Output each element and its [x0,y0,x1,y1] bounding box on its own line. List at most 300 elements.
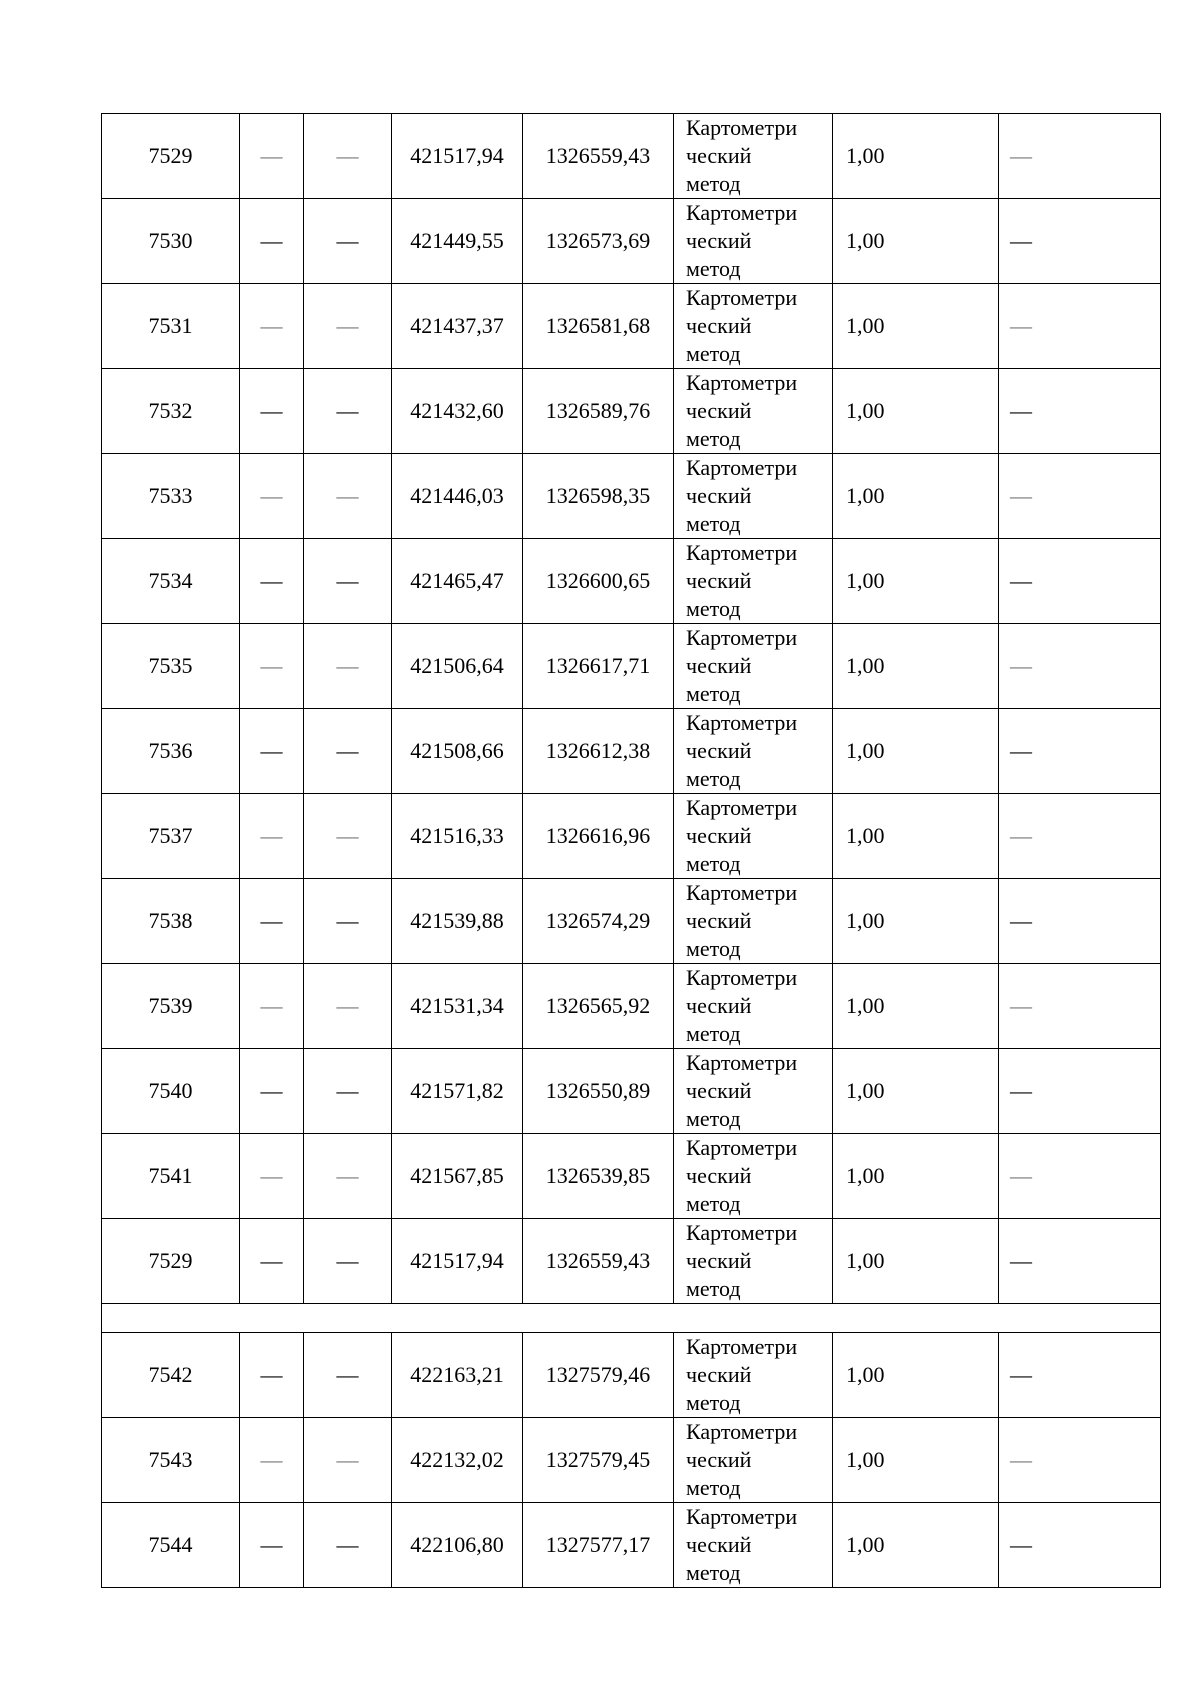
accuracy-cell [833,539,999,624]
description-cell [999,709,1161,794]
point-number-cell [102,539,240,624]
table-row [102,199,1161,284]
x-coordinate-cell [392,1134,523,1219]
old-x-cell-value: — [260,738,283,763]
accuracy-cell [833,1134,999,1219]
point-number-cell [102,1333,240,1418]
table-row [102,1333,1161,1418]
point-number-cell-value: 7538 [148,908,193,933]
table-row [102,624,1161,709]
old-x-cell [240,1049,304,1134]
point-number-cell [102,1418,240,1503]
method-text-line: Картометри [686,1135,798,1160]
point-number-cell [102,454,240,539]
method-text-line: ческий [686,398,752,423]
method-text-line: ческий [686,1078,752,1103]
method-text-line: Картометри [686,625,798,650]
accuracy-cell [833,1219,999,1304]
accuracy-cell-value: 1,00 [846,568,885,593]
old-x-cell [240,964,304,1049]
method-text-line: ческий [686,993,752,1018]
method-text-line: метод [686,1560,741,1585]
point-number-cell [102,1134,240,1219]
method-text-line: метод [686,256,741,281]
old-y-cell [304,624,392,709]
x-coordinate-cell-value: 422132,02 [410,1447,504,1472]
method-cell [674,1219,833,1304]
description-cell [999,1219,1161,1304]
description-cell [999,1134,1161,1219]
y-coordinate-cell-value: 1326559,43 [545,143,651,168]
accuracy-cell-value: 1,00 [846,1532,885,1557]
method-text-line: Картометри [686,540,798,565]
accuracy-cell-value: 1,00 [846,738,885,763]
x-coordinate-cell [392,624,523,709]
y-coordinate-cell-value: 1327579,46 [545,1362,651,1387]
old-y-cell [304,794,392,879]
description-cell [999,964,1161,1049]
y-coordinate-cell [523,1219,674,1304]
method-text-line: ческий [686,143,752,168]
description-cell-value: — [1010,653,1032,678]
method-cell [674,1134,833,1219]
y-coordinate-cell [523,709,674,794]
method-text-line: Картометри [686,710,798,735]
table-row [102,114,1161,199]
old-x-cell-value: — [260,398,283,423]
description-cell-value: — [1010,483,1032,508]
description-cell-value: — [1010,1362,1032,1387]
method-cell [674,964,833,1049]
description-cell-value: — [1010,738,1032,763]
method-text-line: Картометри [686,370,798,395]
table-row [102,964,1161,1049]
method-text-line: Картометри [686,285,798,310]
old-y-cell-value: — [336,738,359,763]
method-text-line: метод [686,1021,741,1046]
old-x-cell [240,369,304,454]
method-text-line: ческий [686,568,752,593]
table-row [102,794,1161,879]
old-x-cell-value: — [260,908,283,933]
x-coordinate-cell [392,709,523,794]
old-y-cell-value: — [336,993,359,1018]
old-y-cell [304,284,392,369]
old-y-cell [304,1503,392,1588]
point-number-cell [102,199,240,284]
old-x-cell [240,199,304,284]
accuracy-cell-value: 1,00 [846,398,885,423]
y-coordinate-cell [523,1503,674,1588]
accuracy-cell [833,1333,999,1418]
method-text-line: ческий [686,228,752,253]
point-number-cell [102,369,240,454]
point-number-cell-value: 7539 [148,993,193,1018]
x-coordinate-cell [392,1049,523,1134]
old-y-cell-value: — [336,653,359,678]
y-coordinate-cell [523,539,674,624]
point-number-cell [102,1049,240,1134]
method-cell [674,1418,833,1503]
method-text-line: Картометри [686,880,798,905]
method-text-line: метод [686,341,741,366]
y-coordinate-cell [523,199,674,284]
x-coordinate-cell-value: 421508,66 [410,738,504,763]
x-coordinate-cell-value: 421437,37 [410,313,504,338]
old-y-cell [304,1219,392,1304]
point-number-cell-value: 7543 [148,1447,193,1472]
old-y-cell [304,114,392,199]
description-cell-value: — [1010,1532,1032,1557]
x-coordinate-cell [392,1418,523,1503]
accuracy-cell-value: 1,00 [846,653,885,678]
description-cell-value: — [1010,823,1032,848]
accuracy-cell-value: 1,00 [846,1362,885,1387]
point-number-cell [102,114,240,199]
point-number-cell-value: 7532 [148,398,193,423]
old-x-cell [240,1333,304,1418]
method-cell [674,454,833,539]
method-cell [674,1049,833,1134]
method-cell [674,879,833,964]
description-cell [999,114,1161,199]
description-cell [999,1503,1161,1588]
old-y-cell-value: — [336,568,359,593]
point-number-cell-value: 7531 [148,313,193,338]
accuracy-cell-value: 1,00 [846,1447,885,1472]
x-coordinate-cell [392,1503,523,1588]
x-coordinate-cell [392,284,523,369]
method-text-line: ческий [686,908,752,933]
description-cell-value: — [1010,568,1032,593]
x-coordinate-cell-value: 421567,85 [410,1163,504,1188]
y-coordinate-cell [523,794,674,879]
point-number-cell [102,709,240,794]
method-text-line: ческий [686,1447,752,1472]
old-y-cell [304,964,392,1049]
accuracy-cell [833,709,999,794]
old-x-cell-value: — [260,568,283,593]
old-x-cell-value: — [260,228,283,253]
method-text-line: метод [686,1276,741,1301]
old-y-cell [304,879,392,964]
accuracy-cell-value: 1,00 [846,908,885,933]
method-text-line: Картометри [686,200,798,225]
method-text-line: метод [686,1475,741,1500]
accuracy-cell-value: 1,00 [846,1248,885,1273]
old-x-cell-value: — [260,823,283,848]
method-cell [674,1503,833,1588]
old-y-cell [304,1049,392,1134]
old-x-cell [240,1418,304,1503]
table-row [102,284,1161,369]
description-cell [999,199,1161,284]
table-row [102,709,1161,794]
x-coordinate-cell-value: 421517,94 [410,143,504,168]
table-row [102,454,1161,539]
old-y-cell-value: — [336,398,359,423]
description-cell [999,369,1161,454]
method-cell [674,114,833,199]
point-number-cell-value: 7529 [148,143,193,168]
method-text-line: метод [686,766,741,791]
separator-cell [102,1304,1161,1333]
x-coordinate-cell [392,1333,523,1418]
table-row [102,539,1161,624]
description-cell [999,1333,1161,1418]
old-y-cell-value: — [336,1447,359,1472]
y-coordinate-cell-value: 1326598,35 [545,483,651,508]
old-y-cell-value: — [336,1078,359,1103]
accuracy-cell [833,284,999,369]
description-cell-value: — [1010,398,1032,423]
method-text-line: ческий [686,1362,752,1387]
description-cell [999,539,1161,624]
old-y-cell-value: — [336,1163,359,1188]
document-page [101,113,1160,1588]
method-text-line: метод [686,171,741,196]
old-x-cell-value: — [260,1248,283,1273]
old-x-cell-value: — [260,1078,283,1103]
x-coordinate-cell-value: 421432,60 [410,398,504,423]
method-text-line: Картометри [686,1419,798,1444]
old-x-cell-value: — [260,993,283,1018]
old-y-cell-value: — [336,1362,359,1387]
accuracy-cell-value: 1,00 [846,143,885,168]
description-cell [999,1049,1161,1134]
y-coordinate-cell-value: 1327579,45 [545,1447,651,1472]
accuracy-cell [833,1503,999,1588]
method-text-line: метод [686,936,741,961]
accuracy-cell [833,1049,999,1134]
section-separator-row [102,1304,1161,1333]
method-cell [674,539,833,624]
old-y-cell-value: — [336,908,359,933]
table-row [102,1219,1161,1304]
x-coordinate-cell-value: 421449,55 [410,228,504,253]
old-x-cell-value: — [260,1532,283,1557]
old-x-cell [240,284,304,369]
description-cell-value: — [1010,1163,1032,1188]
point-number-cell-value: 7537 [148,823,193,848]
old-x-cell [240,1219,304,1304]
point-number-cell-value: 7541 [148,1163,193,1188]
accuracy-cell-value: 1,00 [846,1078,885,1103]
description-cell [999,794,1161,879]
y-coordinate-cell-value: 1326559,43 [545,1248,651,1273]
description-cell [999,1418,1161,1503]
method-cell [674,624,833,709]
y-coordinate-cell [523,284,674,369]
old-x-cell-value: — [260,313,283,338]
table-row [102,1503,1161,1588]
method-text-line: Картометри [686,1504,798,1529]
accuracy-cell-value: 1,00 [846,823,885,848]
method-text-line: метод [686,511,741,536]
old-x-cell [240,1503,304,1588]
y-coordinate-cell [523,114,674,199]
x-coordinate-cell-value: 421531,34 [410,993,504,1018]
method-text-line: ческий [686,823,752,848]
y-coordinate-cell [523,1134,674,1219]
old-y-cell-value: — [336,228,359,253]
old-x-cell-value: — [260,653,283,678]
y-coordinate-cell-value: 1326581,68 [545,313,651,338]
point-number-cell [102,284,240,369]
old-x-cell-value: — [260,483,283,508]
table-body [102,114,1161,1588]
old-x-cell [240,114,304,199]
x-coordinate-cell [392,539,523,624]
method-text-line: Картометри [686,795,798,820]
old-y-cell-value: — [336,1532,359,1557]
description-cell [999,284,1161,369]
accuracy-cell-value: 1,00 [846,228,885,253]
x-coordinate-cell-value: 421517,94 [410,1248,504,1273]
accuracy-cell [833,114,999,199]
point-number-cell-value: 7530 [148,228,193,253]
method-text-line: метод [686,681,741,706]
x-coordinate-cell-value: 421465,47 [410,568,504,593]
old-x-cell-value: — [260,143,283,168]
x-coordinate-cell [392,199,523,284]
point-number-cell [102,624,240,709]
method-text-line: метод [686,426,741,451]
old-y-cell [304,1418,392,1503]
method-text-line: Картометри [686,115,798,140]
method-cell [674,1333,833,1418]
point-number-cell-value: 7534 [148,568,193,593]
accuracy-cell [833,624,999,709]
accuracy-cell-value: 1,00 [846,483,885,508]
description-cell-value: — [1010,1078,1032,1103]
old-y-cell-value: — [336,823,359,848]
y-coordinate-cell [523,1333,674,1418]
description-cell-value: — [1010,908,1032,933]
y-coordinate-cell-value: 1326574,29 [545,908,651,933]
old-x-cell [240,1134,304,1219]
table-row [102,1049,1161,1134]
old-x-cell [240,539,304,624]
method-text-line: ческий [686,653,752,678]
point-number-cell-value: 7544 [148,1532,193,1557]
y-coordinate-cell-value: 1326600,65 [545,568,651,593]
x-coordinate-cell [392,454,523,539]
point-number-cell [102,794,240,879]
accuracy-cell [833,794,999,879]
description-cell [999,879,1161,964]
x-coordinate-cell-value: 422106,80 [410,1532,504,1557]
y-coordinate-cell [523,624,674,709]
method-text-line: метод [686,851,741,876]
accuracy-cell [833,454,999,539]
y-coordinate-cell [523,1418,674,1503]
y-coordinate-cell-value: 1326550,89 [545,1078,651,1103]
point-number-cell [102,1503,240,1588]
point-number-cell-value: 7535 [148,653,193,678]
accuracy-cell-value: 1,00 [846,313,885,338]
x-coordinate-cell-value: 421539,88 [410,908,504,933]
y-coordinate-cell-value: 1327577,17 [545,1532,651,1557]
y-coordinate-cell-value: 1326573,69 [545,228,651,253]
method-text-line: Картометри [686,1334,798,1359]
method-text-line: ческий [686,313,752,338]
description-cell-value: — [1010,313,1032,338]
method-text-line: ческий [686,1163,752,1188]
x-coordinate-cell [392,369,523,454]
y-coordinate-cell [523,1049,674,1134]
method-text-line: ческий [686,483,752,508]
table-row [102,1134,1161,1219]
old-x-cell-value: — [260,1447,283,1472]
point-number-cell [102,1219,240,1304]
method-cell [674,794,833,879]
x-coordinate-cell-value: 421446,03 [410,483,504,508]
point-number-cell-value: 7529 [148,1248,193,1273]
old-x-cell [240,879,304,964]
x-coordinate-cell-value: 421571,82 [410,1078,504,1103]
y-coordinate-cell [523,369,674,454]
description-cell-value: — [1010,993,1032,1018]
old-x-cell-value: — [260,1362,283,1387]
table-row [102,879,1161,964]
accuracy-cell-value: 1,00 [846,993,885,1018]
old-y-cell [304,369,392,454]
old-y-cell [304,199,392,284]
accuracy-cell [833,879,999,964]
table-row [102,1418,1161,1503]
old-x-cell [240,709,304,794]
point-number-cell-value: 7542 [148,1362,193,1387]
description-cell-value: — [1010,1248,1032,1273]
method-text-line: метод [686,1390,741,1415]
method-text-line: Картометри [686,1050,798,1075]
method-cell [674,709,833,794]
method-text-line: метод [686,1191,741,1216]
method-cell [674,369,833,454]
method-cell [674,284,833,369]
x-coordinate-cell-value: 422163,21 [410,1362,504,1387]
x-coordinate-cell [392,964,523,1049]
old-y-cell [304,709,392,794]
method-text-line: ческий [686,1532,752,1557]
description-cell [999,624,1161,709]
accuracy-cell [833,369,999,454]
table-row [102,369,1161,454]
y-coordinate-cell-value: 1326616,96 [545,823,651,848]
y-coordinate-cell-value: 1326539,85 [545,1163,651,1188]
y-coordinate-cell-value: 1326565,92 [545,993,651,1018]
old-y-cell-value: — [336,1248,359,1273]
y-coordinate-cell-value: 1326589,76 [545,398,651,423]
method-text-line: ческий [686,1248,752,1273]
x-coordinate-cell-value: 421506,64 [410,653,504,678]
y-coordinate-cell [523,964,674,1049]
method-text-line: ческий [686,738,752,763]
old-x-cell-value: — [260,1163,283,1188]
old-x-cell [240,624,304,709]
accuracy-cell [833,1418,999,1503]
x-coordinate-cell [392,879,523,964]
y-coordinate-cell [523,879,674,964]
old-y-cell [304,539,392,624]
point-number-cell-value: 7536 [148,738,193,763]
old-x-cell [240,794,304,879]
point-number-cell-value: 7533 [148,483,193,508]
x-coordinate-cell [392,1219,523,1304]
old-y-cell-value: — [336,483,359,508]
method-text-line: Картометри [686,965,798,990]
